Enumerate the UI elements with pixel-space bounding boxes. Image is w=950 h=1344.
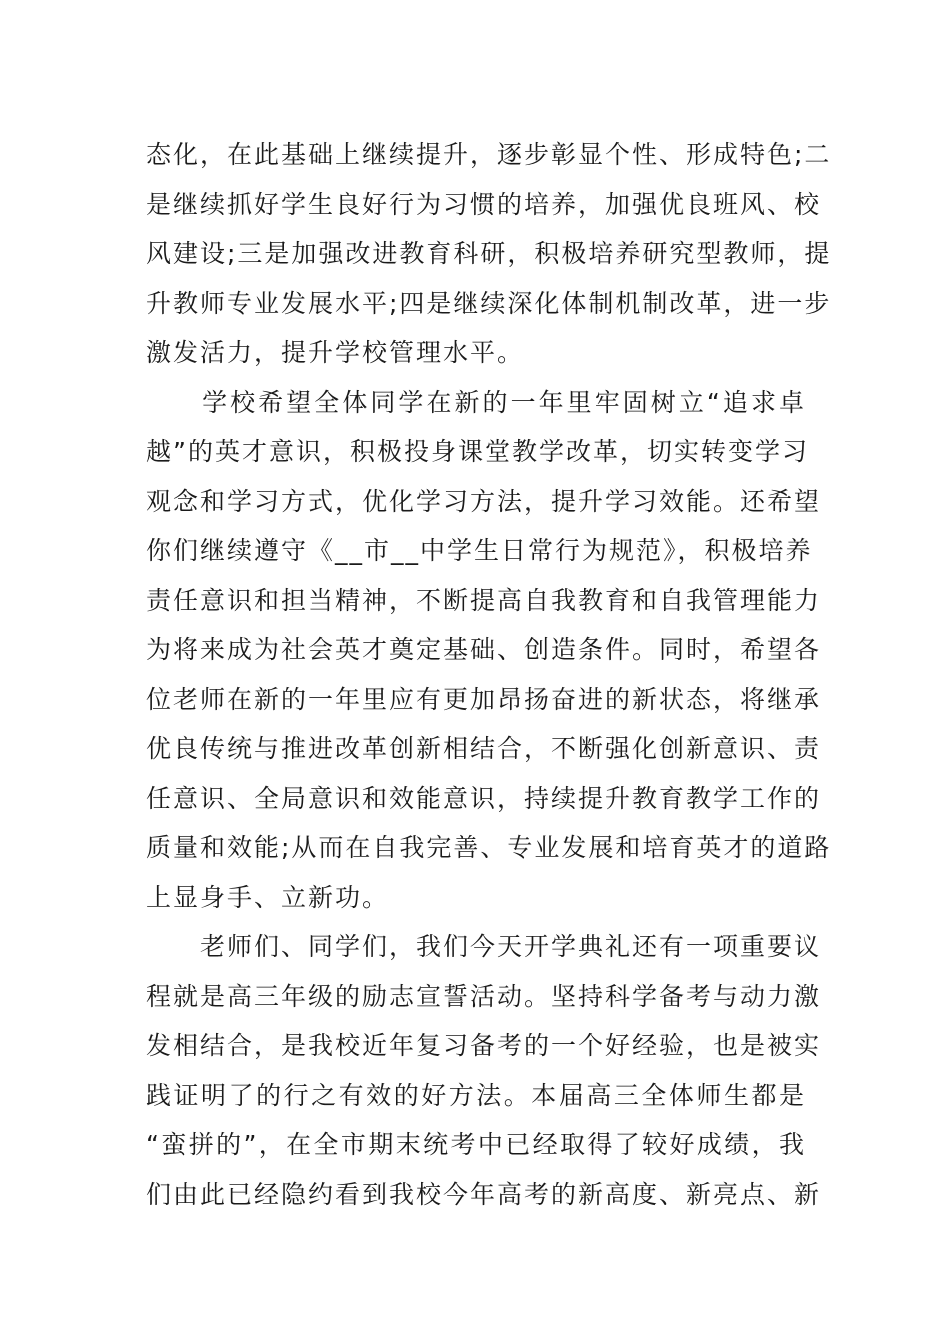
text-line: 激发活力，提升学校管理水平。 bbox=[146, 338, 525, 367]
text-line: 学校希望全体同学在新的一年里牢固树立“追求卓 bbox=[146, 387, 806, 417]
text-line: 态化，在此基础上继续提升，逐步彰显个性、形成特色;二 bbox=[146, 140, 832, 169]
text-line: 上显身手、立新功。 bbox=[146, 882, 390, 912]
text-line: 发相结合，是我校近年复习备考的一个好经验，也是被实 bbox=[146, 1031, 822, 1060]
document-body bbox=[146, 130, 832, 1219]
text-line: 是继续抓好学生良好行为习惯的培养，加强优良班风、校 bbox=[146, 189, 822, 219]
text-line: 越”的英才意识，积极投身课堂教学改革，切实转变学习 bbox=[146, 437, 809, 466]
text-line: 质量和效能;从而在自我完善、专业发展和培育英才的道路 bbox=[146, 833, 832, 862]
text-line: 为将来成为社会英才奠定基础、创造条件。同时，希望各 bbox=[146, 635, 822, 664]
text-line: 们由此已经隐约看到我校今年高考的新高度、新亮点、新 bbox=[146, 1179, 822, 1209]
text-line: 升教师专业发展水平;四是继续深化体制机制改革，进一步 bbox=[146, 288, 832, 318]
text-line: 责任意识和担当精神，不断提高自我教育和自我管理能力 bbox=[146, 585, 822, 615]
text-line: 位老师在新的一年里应有更加昂扬奋进的新状态，将继承 bbox=[146, 684, 822, 714]
text-line: “蛮拼的”，在全市期末统考中已经取得了较好成绩，我 bbox=[146, 1130, 806, 1159]
text-line: 程就是高三年级的励志宣誓活动。坚持科学备考与动力激 bbox=[146, 981, 822, 1011]
text-line: 你们继续遵守《__市__中学生日常行为规范》，积极培养 bbox=[146, 536, 813, 565]
text-line: 践证明了的行之有效的好方法。本届高三全体师生都是 bbox=[146, 1080, 806, 1110]
text-line: 观念和学习方式，优化学习方法，提升学习效能。还希望 bbox=[146, 486, 822, 516]
text-line: 风建设;三是加强改进教育科研，积极培养研究型教师，提 bbox=[146, 239, 832, 268]
text-line: 优良传统与推进改革创新相结合，不断强化创新意识、责 bbox=[146, 734, 822, 763]
text-line: 老师们、同学们，我们今天开学典礼还有一项重要议 bbox=[146, 932, 822, 961]
text-line: 任意识、全局意识和效能意识，持续提升教育教学工作的 bbox=[146, 783, 822, 813]
